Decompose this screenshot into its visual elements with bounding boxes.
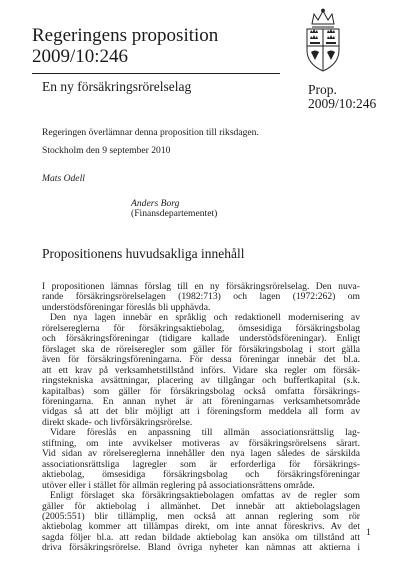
body-line: vidgas så att det blir möjligt att i föreningsform meddela all form av: [42, 406, 360, 418]
document-subtitle: En ny försäkringsrörelselag: [42, 79, 192, 94]
body-line: rörelsereglerna för försäkringsaktiebolag, ömsesidiga försäkringsbolag: [42, 322, 360, 334]
body-line: Enligt förslaget ska försäkringsaktiebolagen omfattas av de regler som: [50, 490, 360, 502]
body-line: ringstekniska avsättningar, placering av tillgångar och buffertkapital (s.k.: [42, 375, 360, 387]
body-line: Den nya lagen innebär en språklig och redaktionell modernisering av: [50, 312, 360, 324]
signature-department: (Finansdepartementet): [131, 208, 218, 219]
swedish-royal-crest-icon: [300, 8, 346, 74]
body-line: även för försäkringsföreningarna. För dessa föreningar innebär det bl.a.: [42, 354, 360, 366]
signature-minister: Anders Borg: [131, 198, 180, 209]
place-date: Stockholm den 9 september 2010: [42, 145, 171, 156]
body-line: utöver eller i stället för allmän reglering på associationsrättens område.: [42, 479, 315, 491]
body-line: föreningarna. En annan nyhet är att föreningarnas verksamhetsområde: [42, 395, 360, 407]
body-line: (2005:551) blir tillämplig, men också att annan reglering som rör: [42, 510, 360, 522]
body-line: I propositionen lämnas förslag till en ny försäkringsrörelselag. Den nuva-: [42, 281, 360, 292]
prop-number: 2009/10:246: [308, 96, 377, 111]
body-line: sagda följer bl.a. att redan bildade aktiebolag kan ansöka om tillstånd att: [42, 531, 360, 543]
header-rule: [32, 73, 280, 74]
body-line: Vidare föreslås en anpassning till allmän associationsrättslig lag-: [50, 427, 360, 439]
body-line: associationsrättsliga lagregler som är erforderliga för försäkrings-: [42, 458, 360, 470]
prop-label: Prop.: [308, 82, 337, 97]
body-line: och försäkringsföreningar (tidigare kallade understödsföreningar). Enligt: [42, 333, 360, 345]
body-line: understödsföreningar föreslås bli upphävda.: [42, 301, 211, 313]
body-line: att ett krav på verksamhetstillstånd införs. Vidare ska regler om försäk-: [42, 364, 360, 376]
body-line: förslaget ska de rörelseregler som gäller för försäkringsbolag i stort gälla: [42, 343, 360, 355]
body-line: rande försäkringsrörelselagen (1982:713) och lagen (1972:262) om: [42, 291, 360, 303]
body-line: aktiebolag kommer att tillämpas direkt, om inte annat föreskrivs. Av det: [42, 521, 360, 533]
proposition-number-title: 2009/10:246: [32, 46, 129, 67]
body-line: driva försäkringsrörelse. Bland övriga nyheter kan nämnas att aktierna i: [42, 542, 360, 554]
body-line: direkt skade- och livförsäkringsrörelse.: [42, 416, 193, 428]
body-line: Vid sidan av rörelsereglerna innehåller den nya lagen således de särskilda: [42, 448, 360, 460]
body-line: stiftning, om inte avvikelser motiveras av försäkringsrörelsens särart.: [42, 437, 360, 449]
body-line: aktiebolag, ömsesidiga försäkringsbolag och försäkringsföreningar: [42, 469, 360, 481]
body-line: kapitalbas) som gäller för försäkringsbolag också omfatta försäkrings-: [42, 385, 360, 397]
document-title: Regeringens proposition: [32, 25, 219, 46]
page-number: 1: [366, 527, 371, 538]
transmittal-text: Regeringen överlämnar denna proposition till riksdagen.: [42, 127, 259, 138]
signature-prime-minister: Mats Odell: [42, 173, 85, 184]
section-heading: Propositionens huvudsakliga innehåll: [42, 246, 245, 261]
body-line: gäller för aktiebolag i allmänhet. Det innebär att aktiebolagslagen: [42, 500, 360, 512]
body-text: [42, 282, 360, 554]
